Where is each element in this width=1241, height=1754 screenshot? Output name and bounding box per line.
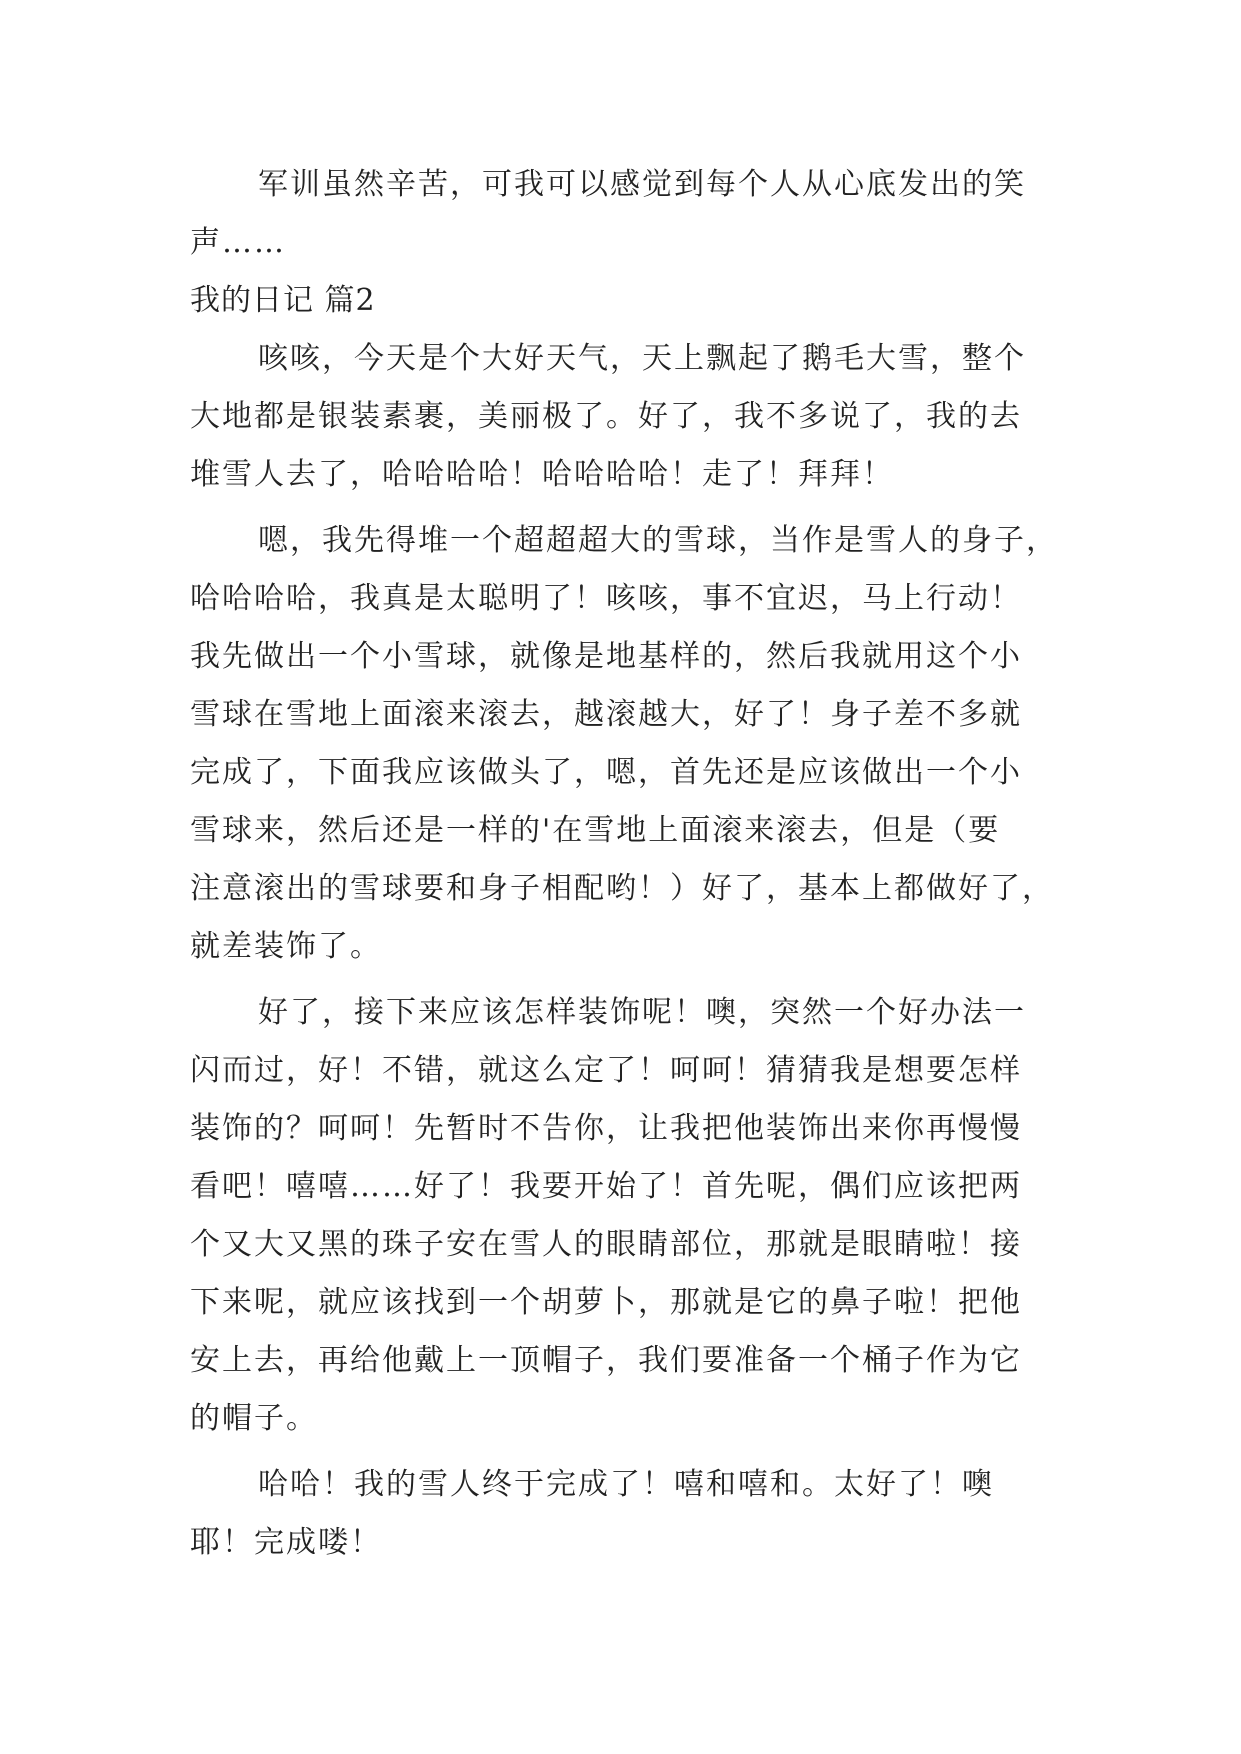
paragraph-line: 耶！完成喽！ xyxy=(190,1525,382,1560)
paragraph-line: 看吧！嘻嘻……好了！我要开始了！首先呢，偶们应该把两 xyxy=(190,1169,1022,1204)
paragraph-line: 咳咳，今天是个大好天气，天上飘起了鹅毛大雪，整个 xyxy=(258,341,1026,376)
paragraph-line: 声…… xyxy=(190,225,286,260)
section-heading xyxy=(190,272,1070,330)
paragraph-2 xyxy=(190,512,1070,976)
paragraph-line: 军训虽然辛苦，可我可以感觉到每个人从心底发出的笑 xyxy=(258,167,1026,202)
paragraph-line: 安上去，再给他戴上一顶帽子，我们要准备一个桶子作为它 xyxy=(190,1343,1022,1378)
paragraph-line: 注意滚出的雪球要和身子相配哟！）好了，基本上都做好了， xyxy=(190,871,1054,906)
paragraph-line: 我先做出一个小雪球，就像是地基样的，然后我就用这个小 xyxy=(190,639,1022,674)
paragraph-4 xyxy=(190,1456,1070,1572)
paragraph-line: 嗯，我先得堆一个超超超大的雪球，当作是雪人的身子， xyxy=(258,523,1058,558)
section-heading-text: 我的日记 篇2 xyxy=(190,283,376,318)
paragraph-line: 好了，接下来应该怎样装饰呢！噢，突然一个好办法一 xyxy=(258,995,1026,1030)
paragraph-line: 堆雪人去了，哈哈哈哈！哈哈哈哈！走了！拜拜！ xyxy=(190,457,894,492)
paragraph-line: 的帽子。 xyxy=(190,1401,318,1436)
paragraph-line: 雪球在雪地上面滚来滚去，越滚越大，好了！身子差不多就 xyxy=(190,697,1022,732)
paragraph-line: 装饰的？呵呵！先暂时不告你，让我把他装饰出来你再慢慢 xyxy=(190,1111,1022,1146)
intro-paragraph xyxy=(190,156,1070,272)
paragraph-line: 闪而过，好！不错，就这么定了！呵呵！猜猜我是想要怎样 xyxy=(190,1053,1022,1088)
paragraph-line: 下来呢，就应该找到一个胡萝卜，那就是它的鼻子啦！把他 xyxy=(190,1285,1022,1320)
paragraph-line: 雪球来，然后还是一样的'在雪地上面滚来滚去，但是（要 xyxy=(190,813,1001,848)
paragraph-3 xyxy=(190,984,1070,1448)
paragraph-1 xyxy=(190,330,1070,504)
paragraph-line: 哈哈哈哈，我真是太聪明了！咳咳，事不宜迟，马上行动！ xyxy=(190,581,1022,616)
paragraph-line: 就差装饰了。 xyxy=(190,929,382,964)
paragraph-line: 个又大又黑的珠子安在雪人的眼睛部位，那就是眼睛啦！接 xyxy=(190,1227,1022,1262)
document-body xyxy=(190,156,1070,1572)
paragraph-line: 大地都是银装素裹，美丽极了。好了，我不多说了，我的去 xyxy=(190,399,1022,434)
paragraph-line: 哈哈！我的雪人终于完成了！嘻和嘻和。太好了！噢 xyxy=(258,1467,994,1502)
paragraph-line: 完成了，下面我应该做头了，嗯，首先还是应该做出一个小 xyxy=(190,755,1022,790)
